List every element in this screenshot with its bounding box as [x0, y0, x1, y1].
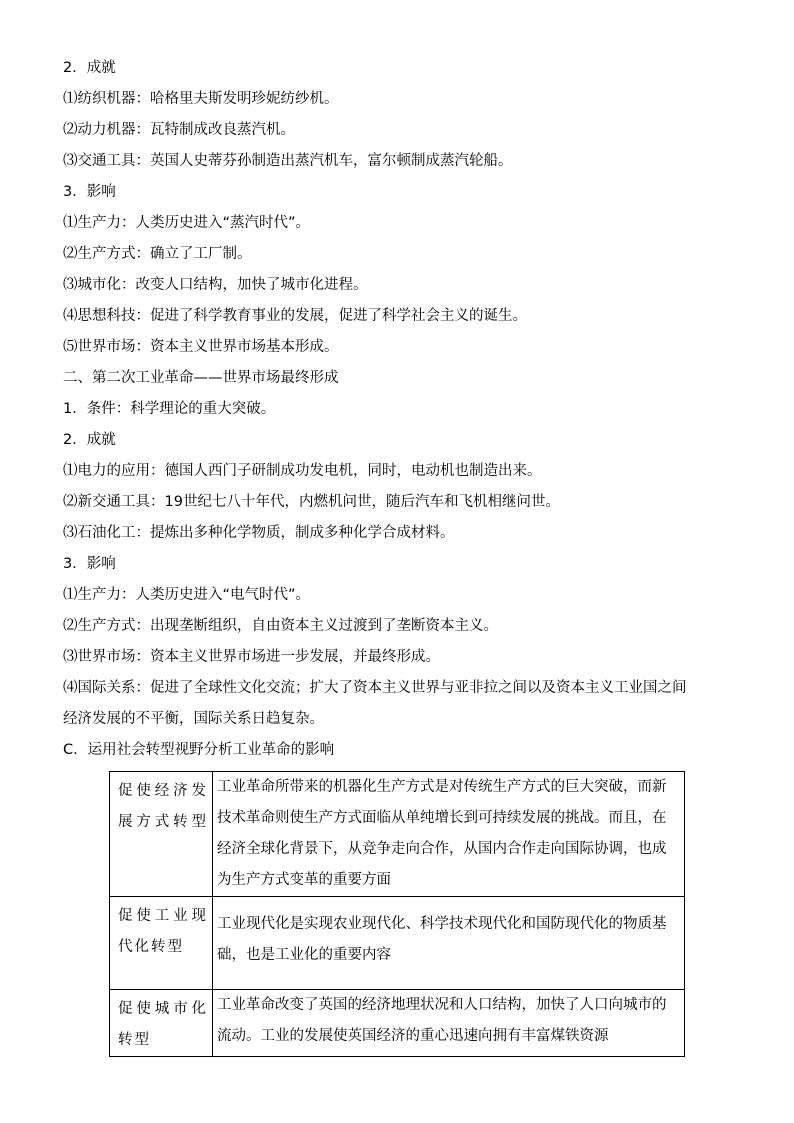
list-item-multiline: ⑷国际关系：促进了全球性文化交流；扩大了资本主义世界与亚非拉之间以及资本主义工业国之间经济发展的不平衡，国际关系日趋复杂。	[63, 680, 687, 727]
list-item: ⑶城市化：改变人口结构，加快了城市化进程。	[63, 277, 368, 293]
list-item: ⑴生产力：人类历史进入“电气时代”。	[63, 587, 311, 603]
heading-impact-1: 3．影响	[63, 184, 116, 200]
table-row	[110, 990, 685, 1057]
list-item: ⑸世界市场：资本主义世界市场基本形成。	[63, 339, 339, 355]
list-item: ⑶交通工具：英国人史蒂芬孙制造出蒸汽机车，富尔顿制成蒸汽轮船。	[63, 153, 513, 169]
table-row	[110, 897, 685, 990]
list-item: ⑴生产力：人类历史进入“蒸汽时代”。	[63, 215, 311, 231]
list-item: ⑵生产方式：确立了工厂制。	[63, 246, 252, 262]
transition-table	[109, 771, 685, 1057]
heading-achievements-1: 2．成就	[63, 60, 116, 76]
list-item: ⑴纺织机器：哈格里夫斯发明珍妮纺纱机。	[63, 91, 339, 107]
row-label: 促使经济发展方式转型	[110, 772, 213, 897]
heading-impact-2: 3．影响	[63, 556, 116, 572]
list-item: ⑵新交通工具：19世纪七八十年代，内燃机问世，随后汽车和飞机相继问世。	[63, 494, 560, 510]
list-item: ⑷思想科技：促进了科学教育事业的发展，促进了科学社会主义的诞生。	[63, 308, 527, 324]
heading-achievements-2: 2．成就	[63, 432, 116, 448]
list-item: ⑴电力的应用：德国人西门子研制成功发电机，同时，电动机也制造出来。	[63, 463, 542, 479]
row-label: 促使工业现代化转型	[110, 897, 213, 990]
row-text: 工业现代化是实现农业现代化、科学技术现代化和国防现代化的物质基础，也是工业化的重要内容	[213, 897, 685, 990]
list-item: ⑵生产方式：出现垄断组织，自由资本主义过渡到了垄断资本主义。	[63, 618, 498, 634]
list-item: ⑵动力机器：瓦特制成改良蒸汽机。	[63, 122, 295, 138]
heading-conditions: 1．条件：科学理论的重大突破。	[63, 401, 276, 417]
section-title-social-transition: C．运用社会转型视野分析工业革命的影响	[63, 742, 335, 758]
section-title-second-revolution: 二、第二次工业革命——世界市场最终形成	[63, 370, 339, 386]
list-item: ⑶石油化工：提炼出多种化学物质，制成多种化学合成材料。	[63, 525, 455, 541]
row-text: 工业革命改变了英国的经济地理状况和人口结构，加快了人口向城市的流动。工业的发展使英国经济的重心迅速向拥有丰富煤铁资源	[213, 990, 685, 1057]
table-row	[110, 772, 685, 897]
row-label: 促使城市化转型	[110, 990, 213, 1057]
row-text: 工业革命所带来的机器化生产方式是对传统生产方式的巨大突破，而新技术革命则使生产方式面临从单纯增长到可持续发展的挑战。而且，在经济全球化背景下，从竞争走向合作，从国内合作走向国际协调，也成为生产方式变革的重要方面	[213, 772, 685, 897]
list-item: ⑶世界市场：资本主义世界市场进一步发展，并最终形成。	[63, 649, 440, 665]
